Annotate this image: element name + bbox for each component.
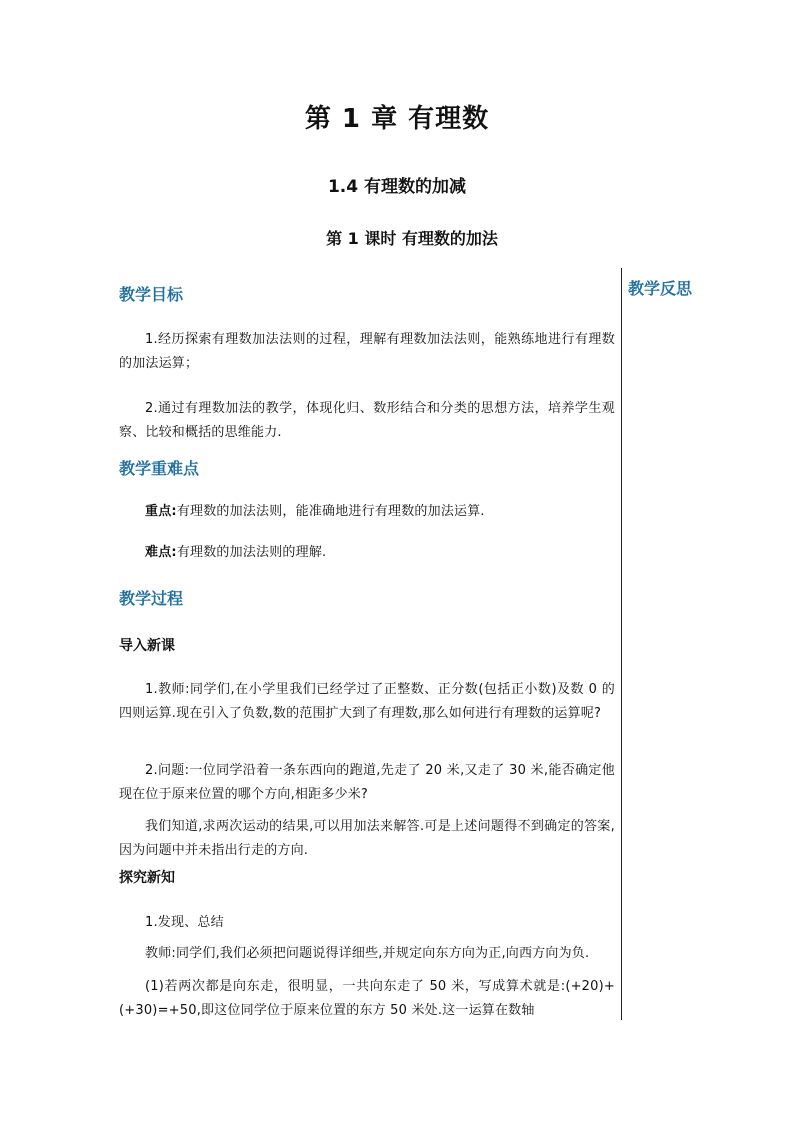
explore-item-2: 教师:同学们,我们必须把问题说得详细些,并规定向东方向为正,向西方向为负. — [145, 946, 590, 961]
focus-text: 有理数的加法法则，能准确地进行有理数的加法运算. — [176, 504, 485, 519]
process-heading: 教学过程 — [119, 589, 184, 608]
column-divider — [621, 268, 622, 1020]
lesson-title: 第 1 课时 有理数的加法 — [326, 229, 498, 248]
intro-heading: 导入新课 — [119, 638, 175, 654]
focus-point — [119, 500, 615, 524]
explore-item-1: 1.发现、总结 — [145, 915, 224, 930]
section-title: 1.4 有理数的加减 — [327, 177, 467, 197]
focus-label: 重点: — [145, 504, 177, 519]
objectives-heading: 教学目标 — [119, 285, 184, 304]
explore-heading: 探究新知 — [119, 870, 175, 886]
intro-item-3: 我们知道,求两次运动的结果,可以用加法来解答.可是上述问题得不到确定的答案,因为问题中并未指出行走的方向. — [119, 819, 615, 858]
objective-item-2: 2.通过有理数加法的教学，体现化归、数形结合和分类的思想方法，培养学生观察、比较和概括的思维能力. — [119, 401, 615, 440]
difficulty-text: 有理数的加法法则的理解. — [176, 545, 327, 560]
explore-item-3: (1)若两次都是向东走，很明显，一共向东走了 50 米，写成算术就是:(+20)+(+30)=+50,即这位同学位于原来位置的东方 50 米处.这一运算在数轴 — [119, 979, 615, 1018]
intro-item-2: 2.问题:一位同学沿着一条东西向的跑道,先走了 20 米,又走了 30 米,能否确定他现在位于原来位置的哪个方向,相距多少米? — [119, 763, 615, 802]
intro-item-1: 1.教师:同学们,在小学里我们已经学过了正整数、正分数(包括正小数)及数 0 的四则运算.现在引入了负数,数的范围扩大到了有理数,那么如何进行有理数的运算呢? — [119, 682, 615, 721]
chapter-title: 第 1 章 有理数 — [304, 104, 490, 134]
difficulty-label: 难点: — [145, 545, 177, 560]
reflection-heading: 教学反思 — [628, 279, 693, 298]
key-points-heading: 教学重难点 — [119, 459, 200, 478]
objective-item-1: 1.经历探索有理数加法法则的过程，理解有理数加法法则，能熟练地进行有理数的加法运算； — [119, 332, 615, 371]
difficulty-point — [119, 541, 615, 565]
